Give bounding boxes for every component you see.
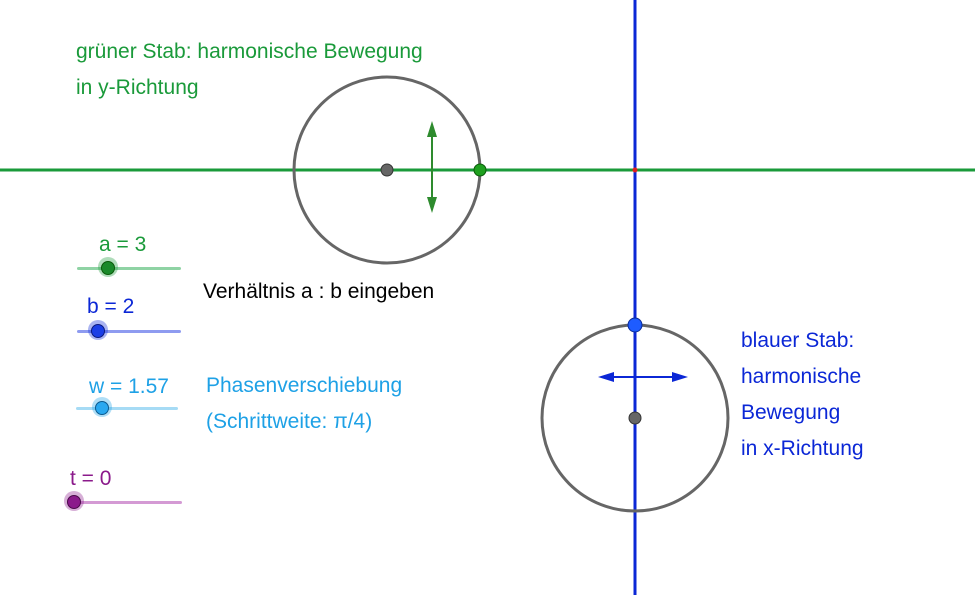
green-rod-title-line1: grüner Stab: harmonische Bewegung [76, 40, 423, 63]
lower-circle-blue-point[interactable] [628, 318, 642, 332]
blue-rod-text-line3: Bewegung [741, 401, 841, 424]
blue-rod-text-line1: blauer Stab: [741, 329, 855, 352]
blue-double-arrow [598, 372, 688, 382]
slider-w-thumb[interactable] [95, 401, 109, 415]
upper-circle-green-point[interactable] [474, 164, 486, 176]
slider-t-label: t = 0 [70, 467, 112, 490]
slider-b-label: b = 2 [87, 295, 135, 318]
slider-t-track [74, 501, 182, 504]
slider-a-track [77, 267, 181, 270]
slider-b[interactable] [77, 323, 181, 341]
slider-t-thumb[interactable] [67, 495, 81, 509]
slider-b-thumb[interactable] [91, 324, 105, 338]
upper-circle-center-point[interactable] [381, 164, 393, 176]
ratio-hint-text: Verhältnis a : b eingeben [203, 280, 435, 303]
slider-a-label: a = 3 [99, 233, 147, 256]
slider-a[interactable] [77, 260, 181, 278]
blue-rod-text-line4: in x-Richtung [741, 437, 864, 460]
slider-w[interactable] [76, 400, 178, 418]
slider-w-label: w = 1.57 [89, 375, 169, 398]
slider-a-thumb[interactable] [101, 261, 115, 275]
green-double-arrow [427, 121, 437, 213]
axes-intersection-point [633, 168, 638, 173]
phase-shift-text-line2: (Schrittweite: π/4) [206, 410, 373, 433]
phase-shift-text-line1: Phasenverschiebung [206, 374, 403, 397]
slider-t[interactable] [74, 494, 182, 512]
blue-rod-text-line2: harmonische [741, 365, 862, 388]
green-rod-title-line2: in y-Richtung [76, 76, 199, 99]
lower-circle-center-point[interactable] [629, 412, 641, 424]
